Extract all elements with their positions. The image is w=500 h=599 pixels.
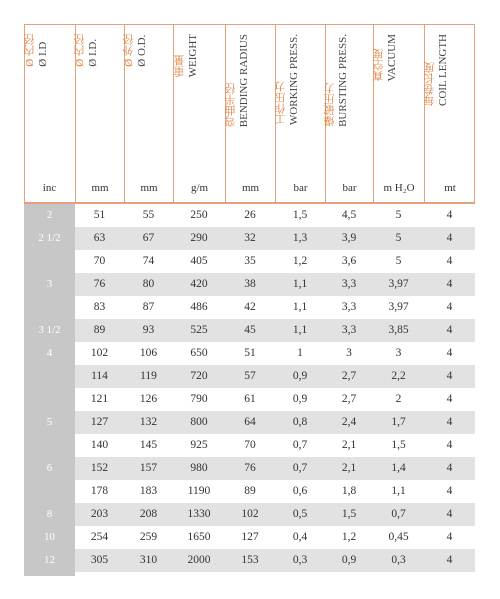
table-row	[24, 503, 475, 526]
header-cell	[325, 24, 373, 204]
cell-coil: 4	[446, 554, 453, 566]
cell-vac: 2,2	[391, 370, 406, 382]
header-label-en: BURSTING PRESS.	[336, 34, 349, 127]
cell-work: 0,6	[292, 485, 308, 497]
cell-vac: 5	[395, 209, 402, 221]
header-label-cn: Ø 内径	[23, 34, 36, 67]
cell-weight: 925	[190, 439, 208, 451]
table-row	[24, 480, 475, 503]
cell-weight: 2000	[187, 554, 211, 566]
header-label-cn: 工作压力	[274, 81, 287, 126]
cell-id: 203	[90, 508, 109, 520]
cell-od: 80	[142, 278, 155, 290]
cell-coil: 4	[446, 393, 453, 405]
cell-od: 119	[140, 370, 157, 382]
header-cell	[24, 24, 75, 204]
header-label-en: WEIGHT	[186, 34, 199, 78]
header-label-en: WORKING PRESS.	[287, 34, 300, 126]
cell-work: 1,1	[292, 324, 308, 336]
cell-burst: 2,4	[341, 416, 357, 428]
header-cell	[424, 24, 475, 204]
cell-od: 93	[142, 324, 155, 336]
header-label-en: BENDING RADIUS	[237, 34, 250, 128]
cell-weight: 290	[190, 232, 208, 244]
cell-od: 157	[139, 462, 158, 474]
cell-coil: 4	[446, 255, 453, 267]
cell-work: 0,7	[292, 462, 308, 474]
header-label-en: Ø I.D	[36, 41, 49, 67]
cell-bend: 32	[244, 232, 256, 244]
cell-id: 254	[90, 531, 109, 543]
table-row	[24, 388, 475, 411]
cell-vac: 1,5	[391, 439, 406, 451]
header-label-cn: 爆破压力	[323, 82, 336, 127]
cell-od: 126	[139, 393, 158, 405]
cell-vac: 3,97	[388, 301, 409, 313]
cell-work: 0,7	[292, 439, 308, 451]
cell-id: 140	[90, 439, 109, 451]
table-row	[24, 204, 475, 227]
header-label-en: COIL LENGTH	[437, 34, 449, 106]
cell-burst: 2,1	[341, 462, 357, 474]
cell-coil: 4	[446, 462, 453, 474]
cell-vac: 3,97	[388, 278, 409, 290]
cell-burst: 3,9	[341, 232, 357, 244]
table-row	[24, 342, 475, 365]
cell-bend: 64	[244, 416, 256, 428]
cell-id: 127	[90, 416, 109, 428]
cell-weight: 650	[190, 347, 208, 359]
inch-size-label: 4	[46, 347, 53, 359]
table-row	[24, 365, 475, 388]
cell-burst: 3,3	[341, 278, 357, 290]
cell-od: 67	[142, 232, 155, 244]
cell-id: 70	[93, 255, 106, 267]
cell-coil: 4	[446, 531, 453, 543]
header-cell	[373, 24, 424, 204]
cell-coil: 4	[446, 370, 453, 382]
inch-size-label: 8	[46, 508, 53, 520]
header-label-cn: 每卷长度	[424, 62, 436, 106]
inch-size-label	[24, 296, 75, 319]
header-label-cn: 真空度	[373, 48, 385, 82]
cell-coil: 4	[446, 416, 453, 428]
header-unit: mm	[91, 182, 109, 194]
inch-size-label: 3 1/2	[38, 324, 61, 336]
header-label-cn: 重量	[173, 55, 186, 78]
cell-vac: 0,7	[391, 508, 406, 520]
cell-od: 87	[142, 301, 155, 313]
header-unit: mm	[140, 182, 158, 194]
cell-work: 0,8	[292, 416, 308, 428]
cell-od: 208	[139, 508, 158, 520]
inch-size-label	[24, 434, 75, 457]
header-unit: m H₂O	[383, 182, 415, 194]
cell-od: 183	[139, 485, 158, 497]
cell-id: 83	[93, 301, 106, 313]
cell-work: 1,5	[292, 209, 308, 221]
cell-id: 51	[93, 209, 106, 221]
cell-weight: 720	[190, 370, 208, 382]
table-row	[24, 457, 475, 480]
cell-work: 0,5	[292, 508, 308, 520]
cell-od: 55	[142, 209, 155, 221]
header-unit: mm	[241, 182, 260, 194]
cell-vac: 5	[395, 255, 402, 267]
cell-work: 0,3	[292, 554, 308, 566]
inch-size-label	[24, 388, 75, 411]
cell-od: 132	[139, 416, 158, 428]
cell-bend: 70	[244, 439, 256, 451]
cell-burst: 3,3	[341, 301, 357, 313]
cell-work: 1,3	[292, 232, 308, 244]
cell-id: 63	[93, 232, 106, 244]
cell-id: 121	[90, 393, 109, 405]
header-unit: inc	[42, 182, 57, 194]
cell-id: 89	[93, 324, 106, 336]
cell-coil: 4	[446, 301, 453, 313]
table-row	[24, 411, 475, 434]
header-cell	[124, 24, 173, 204]
cell-od: 74	[142, 255, 155, 267]
cell-work: 1,2	[292, 255, 308, 267]
cell-burst: 1,2	[341, 531, 357, 543]
cell-burst: 3,6	[341, 255, 357, 267]
cell-weight: 790	[190, 393, 208, 405]
inch-size-label	[24, 250, 75, 273]
cell-id: 114	[91, 370, 108, 382]
header-label-cn: Ø 外径	[123, 34, 135, 67]
cell-bend: 45	[244, 324, 256, 336]
table-row	[24, 434, 475, 457]
header-label-cn: 弯曲半径	[224, 83, 237, 128]
cell-weight: 1650	[187, 531, 211, 543]
inch-size-label: 2 1/2	[38, 232, 61, 244]
cell-burst: 3	[346, 347, 352, 359]
cell-work: 1,1	[292, 301, 308, 313]
cell-weight: 405	[190, 255, 208, 267]
cell-burst: 3,3	[341, 324, 357, 336]
inch-size-label: 2	[46, 209, 53, 221]
table-row	[24, 319, 475, 342]
cell-vac: 0,3	[391, 554, 406, 566]
cell-bend: 57	[244, 370, 256, 382]
cell-work: 0,9	[292, 393, 308, 405]
cell-od: 106	[139, 347, 158, 359]
cell-bend: 51	[244, 347, 256, 359]
cell-weight: 525	[190, 324, 208, 336]
cell-vac: 3	[395, 347, 402, 359]
cell-work: 0,9	[292, 370, 308, 382]
cell-burst: 2,1	[341, 439, 357, 451]
header-cell	[225, 24, 275, 204]
inch-size-label: 6	[46, 462, 53, 474]
cell-vac: 1,7	[391, 416, 406, 428]
header-unit: mt	[444, 182, 456, 194]
cell-od: 259	[139, 531, 158, 543]
header-unit: g/m	[190, 182, 209, 194]
cell-weight: 250	[190, 209, 208, 221]
cell-weight: 420	[190, 278, 208, 290]
cell-burst: 2,7	[341, 393, 357, 405]
cell-id: 76	[93, 278, 106, 290]
cell-work: 1	[297, 347, 303, 359]
header-cell	[275, 24, 325, 204]
cell-vac: 5	[395, 232, 402, 244]
cell-burst: 1,5	[341, 508, 357, 520]
cell-bend: 61	[244, 393, 256, 405]
cell-vac: 1,1	[391, 485, 406, 497]
cell-od: 310	[139, 554, 158, 566]
cell-bend: 42	[244, 301, 256, 313]
cell-id: 102	[90, 347, 109, 359]
cell-bend: 38	[244, 278, 256, 290]
cell-id: 305	[90, 554, 109, 566]
header-label-en: VACUUM	[386, 34, 398, 82]
cell-coil: 4	[446, 485, 453, 497]
inch-size-label: 5	[46, 416, 53, 428]
cell-bend: 76	[244, 462, 256, 474]
table-row	[24, 296, 475, 319]
cell-vac: 1,4	[391, 462, 406, 474]
header-cell	[173, 24, 225, 204]
cell-coil: 4	[446, 209, 453, 221]
cell-weight: 486	[190, 301, 208, 313]
cell-burst: 0,9	[341, 554, 357, 566]
cell-burst: 2,7	[341, 370, 357, 382]
cell-weight: 980	[190, 462, 208, 474]
inch-size-label	[24, 480, 75, 503]
inch-size-label: 3	[46, 278, 53, 290]
header-label-en: Ø O.D.	[136, 34, 148, 67]
header-unit: bar	[293, 182, 308, 194]
cell-burst: 1,8	[341, 485, 357, 497]
header-unit: bar	[342, 182, 357, 194]
cell-vac: 2	[395, 393, 402, 405]
inch-size-label	[24, 365, 75, 388]
cell-weight: 1330	[187, 508, 211, 520]
table-row	[24, 549, 475, 572]
inch-size-label: 10	[44, 531, 55, 543]
cell-bend: 102	[241, 508, 259, 520]
cell-vac: 3,85	[388, 324, 409, 336]
cell-coil: 4	[446, 508, 453, 520]
inch-size-label: 12	[44, 554, 55, 566]
table-row	[24, 227, 475, 250]
cell-coil: 4	[446, 324, 453, 336]
cell-coil: 4	[446, 347, 453, 359]
cell-bend: 127	[241, 531, 259, 543]
table-row	[24, 526, 475, 549]
header-cell	[75, 24, 124, 204]
cell-bend: 89	[244, 485, 256, 497]
cell-work: 1,1	[292, 278, 308, 290]
cell-coil: 4	[446, 439, 453, 451]
cell-bend: 26	[244, 209, 256, 221]
cell-id: 178	[90, 485, 109, 497]
header-label-cn: Ø 内径	[74, 34, 86, 67]
table-row	[24, 250, 475, 273]
table-row	[24, 273, 475, 296]
cell-work: 0,4	[292, 531, 308, 543]
cell-coil: 4	[446, 232, 453, 244]
cell-burst: 4,5	[341, 209, 357, 221]
header-label-en: Ø I.D.	[87, 38, 99, 67]
cell-bend: 35	[244, 255, 256, 267]
cell-coil: 4	[446, 278, 453, 290]
cell-bend: 153	[241, 554, 259, 566]
cell-vac: 0,45	[388, 531, 409, 543]
cell-weight: 1190	[187, 485, 211, 497]
cell-od: 145	[139, 439, 158, 451]
cell-weight: 800	[190, 416, 208, 428]
cell-id: 152	[90, 462, 109, 474]
